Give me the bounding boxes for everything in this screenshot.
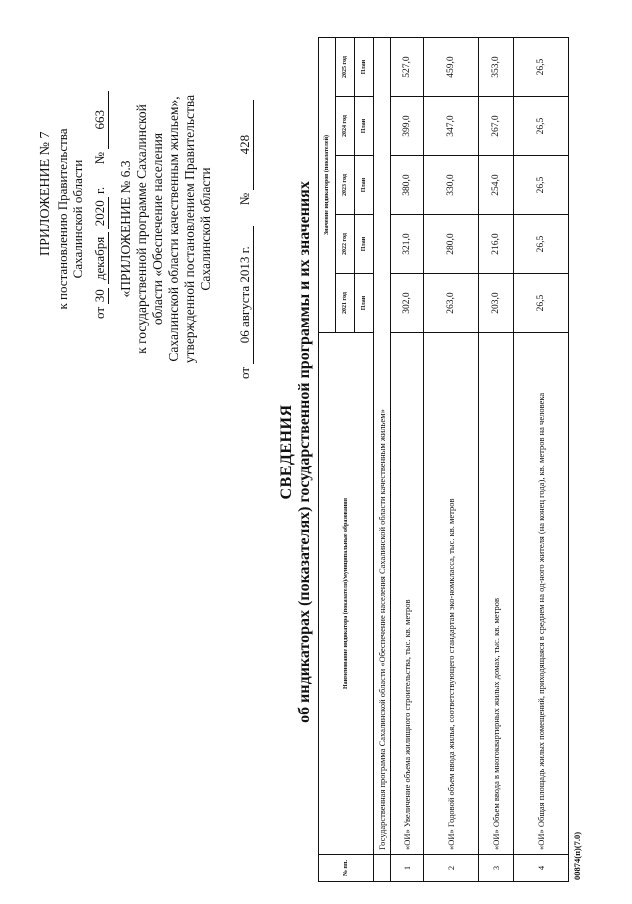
year-header: 2022 год [336, 215, 355, 274]
row-number: 1 [391, 855, 424, 882]
indicator-name: «ОИ» Общая площадь жилых помещений, приходящаяся в среднем на од-ного жителя (на конец года), кв. метров на человека [514, 333, 569, 855]
value-cell: 347,0 [424, 97, 479, 156]
year-header: 2025 год [336, 38, 355, 97]
appendix7-title: ПРИЛОЖЕНИЕ № 7 [38, 131, 53, 256]
program-row [374, 38, 391, 882]
table-row [391, 38, 424, 882]
appendix7-number-label: № [92, 151, 107, 165]
value-cell: 353,0 [479, 38, 514, 97]
year-header: 2023 год [336, 156, 355, 215]
value-cell: 26,5 [514, 97, 569, 156]
table-row [514, 38, 569, 882]
value-cell: 26,5 [514, 38, 569, 97]
col-values-header: Значение индикаторов (показателей) [319, 38, 336, 333]
year-header: 2024 год [336, 97, 355, 156]
program-row-title: Государственная программа Сахалинской области «Обеспечение населения Сахалинской области качественным жильем» [374, 38, 391, 855]
value-cell: 280,0 [424, 215, 479, 274]
appendix7-day: 30 [92, 289, 107, 303]
appendix63-title: «ПРИЛОЖЕНИЕ № 6.3 [118, 160, 133, 298]
value-cell: 26,5 [514, 274, 569, 333]
appendix63-date-line [237, 100, 254, 379]
appendix63-block [118, 79, 214, 379]
indicator-name: «ОИ» Увеличение объема жилищного строительства, тыс. кв. метров [391, 333, 424, 855]
plan-header: План [355, 97, 374, 156]
value-cell: 399,0 [391, 97, 424, 156]
value-cell: 321,0 [391, 215, 424, 274]
value-cell: 527,0 [391, 38, 424, 97]
appendix63-number: 428 [237, 100, 254, 190]
value-cell: 302,0 [391, 274, 424, 333]
value-cell: 26,5 [514, 215, 569, 274]
row-number: 2 [424, 855, 479, 882]
appendix63-line4: утвержденной постановлением Правительства [182, 94, 197, 364]
value-cell: 459,0 [424, 38, 479, 97]
plan-header: План [355, 215, 374, 274]
indicator-name: «ОИ» Годовой объем ввода жилья, соответствующего стандартам эко-номкласса, тыс. кв. метров [424, 333, 479, 855]
document-subtitle: об индикаторах (показателях) государственной программы и их значениях [296, 181, 313, 723]
plan-header: План [355, 156, 374, 215]
appendix7-date-line [92, 91, 109, 319]
table-row [424, 38, 479, 882]
appendix63-line5: Сахалинской области [198, 167, 213, 291]
program-row-num [374, 855, 391, 882]
table-row [479, 38, 514, 882]
value-cell: 216,0 [479, 215, 514, 274]
col-num-header: № пп. [319, 855, 374, 882]
appendix7-block [55, 119, 85, 319]
value-cell: 26,5 [514, 156, 569, 215]
plan-header: План [355, 274, 374, 333]
col-name-header: Наименование индикатора (показателя)/муниципальные образования [319, 333, 374, 855]
appendix7-line2: Сахалинской области [70, 159, 85, 279]
value-cell: 203,0 [479, 274, 514, 333]
value-cell: 254,0 [479, 156, 514, 215]
appendix63-number-label: № [237, 192, 252, 206]
appendix7-line1: к постановлению Правительства [55, 128, 70, 310]
appendix63-line3: Сахалинской области качественным жильем», [166, 96, 181, 362]
row-number: 3 [479, 855, 514, 882]
document-code: 00874(п)(7.0) [572, 831, 582, 880]
value-cell: 263,0 [424, 274, 479, 333]
indicator-name: «ОИ» Объем ввода в многоквартирных жилых домах, тыс. кв. метров [479, 333, 514, 855]
appendix63-from-label: от [237, 366, 252, 379]
indicators-table [318, 37, 569, 882]
table-header-row [319, 38, 336, 882]
appendix7-month: декабря [92, 232, 109, 284]
value-cell: 380,0 [391, 156, 424, 215]
appendix7-number: 663 [92, 91, 109, 149]
appendix7-year-suffix: г. [92, 186, 107, 194]
value-cell: 267,0 [479, 97, 514, 156]
plan-header: План [355, 38, 374, 97]
appendix7-year: 2020 [92, 197, 109, 229]
year-header: 2021 год [336, 274, 355, 333]
appendix7-from-label: от [92, 306, 107, 319]
value-cell: 330,0 [424, 156, 479, 215]
document-title: СВЕДЕНИЯ [278, 404, 295, 500]
row-number: 4 [514, 855, 569, 882]
appendix63-line2: области «Обеспечение населения [150, 132, 165, 326]
appendix63-date: 06 августа 2013 г. [237, 226, 254, 364]
appendix63-line1: к государственной программе Сахалинской [134, 104, 149, 354]
